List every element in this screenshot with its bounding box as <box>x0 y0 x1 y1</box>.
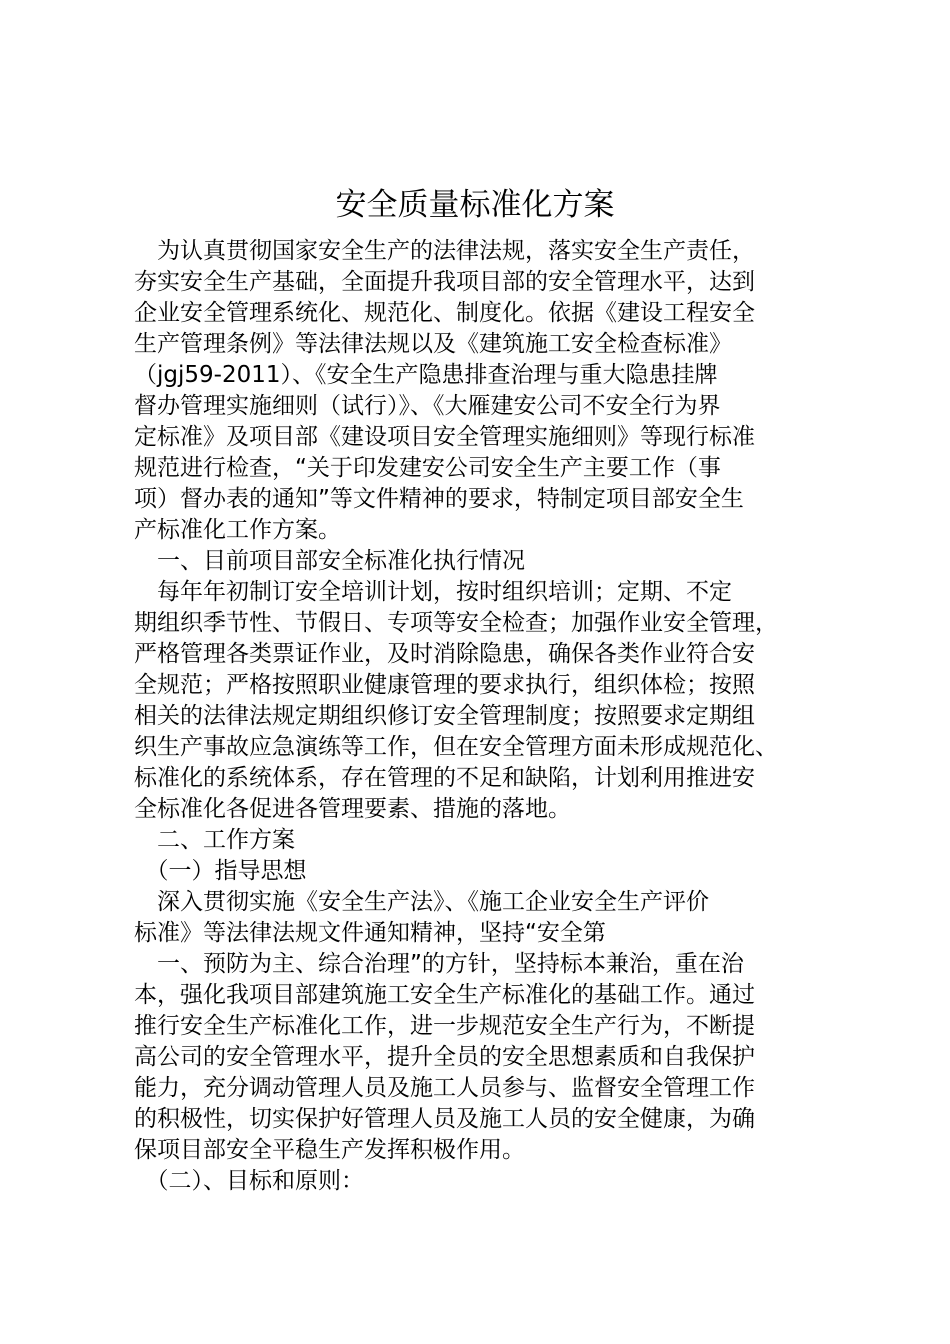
body-line: 全标准化各促进各管理要素、措施的落地。 <box>134 796 571 822</box>
body-line: 生产管理条例》等法律法规以及《建筑施工安全检查标准》 <box>134 331 732 357</box>
body-line: 产标准化工作方案。 <box>134 517 341 543</box>
body-line: 相关的法律法规定期组织修订安全管理制度；按照要求定期组 <box>134 703 755 729</box>
body-line: 夯实安全生产基础，全面提升我项目部的安全管理水平，达到 <box>134 269 755 295</box>
section-heading: 一、目前项目部安全标准化执行情况 <box>134 548 525 574</box>
body-line: 能力，充分调动管理人员及施工人员参与、监督安全管理工作 <box>134 1075 755 1101</box>
subsection-heading: （一）指导思想 <box>134 858 307 884</box>
body-line: 定标准》及项目部《建设项目安全管理实施细则》等现行标准 <box>134 424 755 450</box>
body-line: 保项目部安全平稳生产发挥积极作用。 <box>134 1137 525 1163</box>
body-line: 期组织季节性、节假日、专项等安全检查；加强作业安全管理， <box>134 610 778 636</box>
body-line: 督办管理实施细则（试行）》、《大雁建安公司不安全行为界 <box>134 393 721 419</box>
section-heading: 二、工作方案 <box>134 827 295 853</box>
body-line: 深入贯彻实施《安全生产法》、《施工企业安全生产评价 <box>134 889 709 915</box>
body-line: 推行安全生产标准化工作，进一步规范安全生产行为，不断提 <box>134 1013 755 1039</box>
body-line: 标准》等法律法规文件通知精神，坚持“安全第 <box>134 920 606 946</box>
body-line: 织生产事故应急演练等工作，但在安全管理方面未形成规范化、 <box>134 734 778 760</box>
body-line: 高公司的安全管理水平，提升全员的安全思想素质和自我保护 <box>134 1044 755 1070</box>
body-line: 本，强化我项目部建筑施工安全生产标准化的基础工作。通过 <box>134 982 755 1008</box>
subsection-heading: （二）、目标和原则： <box>134 1168 364 1194</box>
body-line: （jgj59-2011）、《安全生产隐患排查治理与重大隐患挂牌 <box>134 362 718 388</box>
body-line: 全规范；严格按照职业健康管理的要求执行，组织体检；按照 <box>134 672 755 698</box>
body-line: 为认真贯彻国家安全生产的法律法规，落实安全生产责任， <box>134 238 755 264</box>
body-line: 规范进行检查，“关于印发建安公司安全生产主要工作（事 <box>134 455 721 481</box>
body-line: 的积极性，切实保护好管理人员及施工人员的安全健康，为确 <box>134 1106 755 1132</box>
body-line: 项）督办表的通知”等文件精神的要求，特制定项目部安全生 <box>134 486 744 512</box>
body-line: 一、预防为主、综合治理”的方针，坚持标本兼治，重在治 <box>134 951 744 977</box>
body-line: 严格管理各类票证作业，及时消除隐患，确保各类作业符合安 <box>134 641 755 667</box>
body-line: 标准化的系统体系，存在管理的不足和缺陷，计划利用推进安 <box>134 765 755 791</box>
body-line: 企业安全管理系统化、规范化、制度化。依据《建设工程安全 <box>134 300 755 326</box>
document-title: 安全质量标准化方案 <box>335 187 615 223</box>
body-line: 每年年初制订安全培训计划，按时组织培训；定期、不定 <box>134 579 732 605</box>
